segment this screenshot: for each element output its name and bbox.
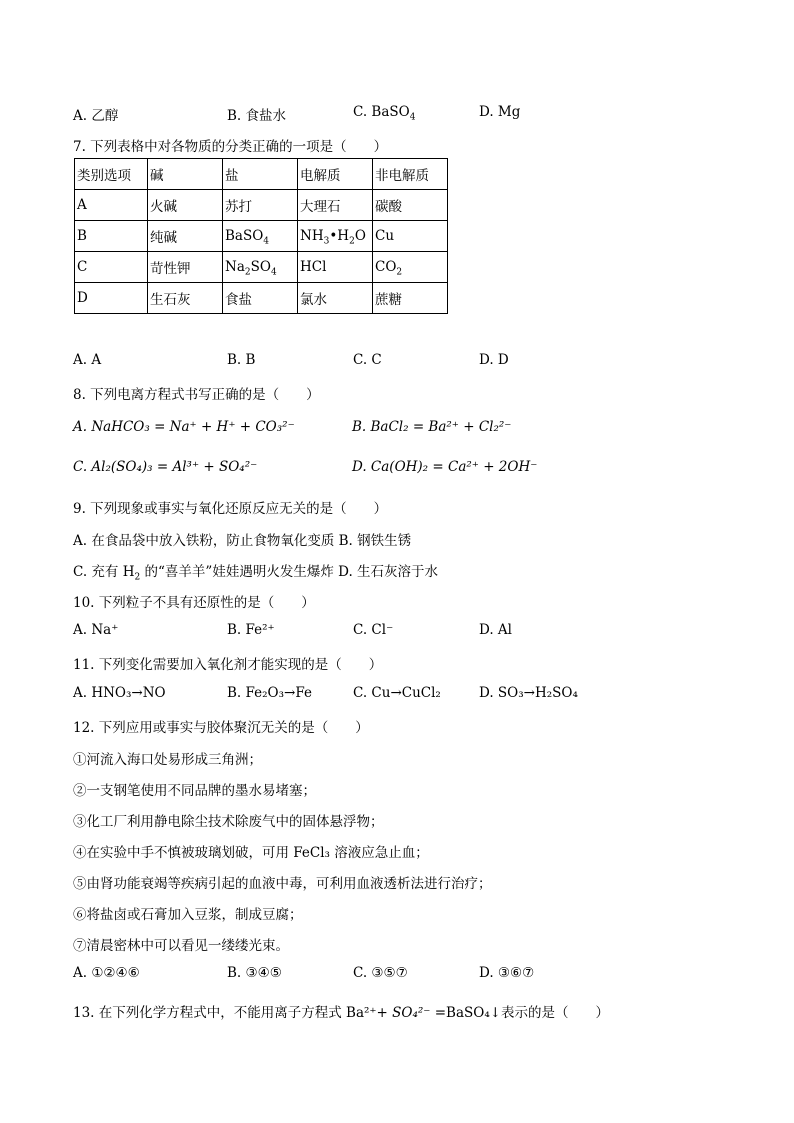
q9-options-line-1: A. 在食品袋中放入铁粉，防止食物氧化变质 B. 钢铁生锈 <box>73 533 412 549</box>
table-cell: A <box>75 190 148 221</box>
q12-item-7: ⑦清晨密林中可以看见一缕缕光束。 <box>73 938 289 954</box>
q6-options <box>73 104 773 124</box>
q10-option-a: A. Na⁺ <box>73 622 119 638</box>
table-cell: 纯碱 <box>148 221 223 252</box>
q11-options <box>73 685 773 705</box>
table-cell: D <box>75 283 148 314</box>
q12-item-6: ⑥将盐卤或石膏加入豆浆，制成豆腐； <box>73 907 303 923</box>
table-cell: B <box>75 221 148 252</box>
q12-item-2: ②一支钢笔使用不同品牌的墨水易堵塞； <box>73 783 316 799</box>
table-cell: 大理石 <box>298 190 373 221</box>
q11-option-b: B. Fe₂O₃→Fe <box>227 685 312 701</box>
q8-option-c: C. Al₂(SO₄)₃ = Al³⁺ + SO₄²⁻ <box>73 459 258 475</box>
table-row <box>75 252 448 283</box>
table-cell: 蔗糖 <box>373 283 448 314</box>
table-cell: 食盐 <box>223 283 298 314</box>
table-cell: 类别选项 <box>75 159 148 190</box>
q10-option-c: C. Cl⁻ <box>353 622 394 638</box>
q11-option-d: D. SO₃→H₂SO₄ <box>479 685 578 701</box>
table-cell: $CO_2$ <box>373 252 448 283</box>
q12-option-c: C. ③⑤⑦ <box>353 965 408 981</box>
q8-option-d: D. Ca(OH)₂ = Ca²⁺ + 2OH⁻ <box>352 459 538 475</box>
table-cell: 火碱 <box>148 190 223 221</box>
q6-option-a: A. 乙醇 <box>73 108 119 124</box>
table-cell: 苏打 <box>223 190 298 221</box>
q6-option-c: C. BaSO$_4$ <box>353 104 416 123</box>
q7-option-d: D. D <box>479 352 509 368</box>
q12-item-5: ⑤由肾功能衰竭等疾病引起的血液中毒，可利用血液透析法进行治疗； <box>73 876 492 892</box>
table-row <box>75 283 448 314</box>
table-cell: Cu <box>373 221 448 252</box>
q10-option-b: B. Fe²⁺ <box>227 622 275 638</box>
q12-stem: 12. 下列应用或事实与胶体聚沉无关的是（ ） <box>73 720 369 736</box>
q12-item-4: ④在实验中手不慎被玻璃划破，可用 FeCl₃ 溶液应急止血； <box>73 845 429 861</box>
classification-table <box>74 158 448 314</box>
q11-stem: 11. 下列变化需要加入氧化剂才能实现的是（ ） <box>73 657 383 673</box>
q9-stem: 9. 下列现象或事实与氧化还原反应无关的是（ ） <box>73 501 388 517</box>
table-cell: 盐 <box>223 159 298 190</box>
table-cell: BaSO$_4$ <box>223 221 298 252</box>
q10-stem: 10. 下列粒子不具有还原性的是（ ） <box>73 595 315 611</box>
q7-option-a: A. A <box>73 352 102 368</box>
q11-option-c: C. Cu→CuCl₂ <box>353 685 441 701</box>
q10-option-d: D. Al <box>479 622 512 638</box>
table-row <box>75 190 448 221</box>
q7-option-b: B. B <box>227 352 256 368</box>
q12-option-a: A. ①②④⑥ <box>73 965 140 981</box>
table-cell: $Na_2SO_4$ <box>223 252 298 283</box>
q6-option-b: B. 食盐水 <box>227 108 287 124</box>
q8-option-b: B. BaCl₂ = Ba²⁺ + Cl₂²⁻ <box>352 419 512 435</box>
q12-option-b: B. ③④⑤ <box>227 965 282 981</box>
q7-options <box>73 352 773 372</box>
q12-option-d: D. ③⑥⑦ <box>479 965 535 981</box>
q8-stem: 8. 下列电离方程式书写正确的是（ ） <box>73 387 320 403</box>
table-cell: 苛性钾 <box>148 252 223 283</box>
table-header-row <box>75 159 448 190</box>
table-cell: $NH_3•H_2O$ <box>298 221 373 252</box>
sulfate-ion: SO₄²⁻ <box>392 1005 431 1021</box>
q7-option-c: C. C <box>353 352 382 368</box>
q10-options <box>73 622 773 642</box>
table-cell: 碳酸 <box>373 190 448 221</box>
table-cell: 电解质 <box>298 159 373 190</box>
q12-item-3: ③化工厂利用静电除尘技术除废气中的固体悬浮物； <box>73 814 384 830</box>
q6-option-d: D. Mg <box>479 104 521 120</box>
q8-option-a: A. NaHCO₃ = Na⁺ + H⁺ + CO₃²⁻ <box>73 419 295 435</box>
q12-options <box>73 965 773 985</box>
q12-item-1: ①河流入海口处易形成三角洲； <box>73 752 262 768</box>
table-cell: 非电解质 <box>373 159 448 190</box>
table-cell: 氯水 <box>298 283 373 314</box>
q9-options-line-2: C. 充有 $H_2$ 的“喜羊羊”娃娃遇明火发生爆炸 D. 生石灰溶于水 <box>73 564 439 583</box>
table-cell: 生石灰 <box>148 283 223 314</box>
table-row <box>75 221 448 252</box>
q7-stem: 7. 下列表格中对各物质的分类正确的一项是（ ） <box>73 139 388 155</box>
table-cell: 碱 <box>148 159 223 190</box>
q13-stem: 13. 在下列化学方程式中，不能用离子方程式 Ba²⁺+ SO₄²⁻ =BaSO₄↓表示的是（ ） <box>73 1005 610 1021</box>
q11-option-a: A. HNO₃→NO <box>73 685 166 701</box>
table-cell: HCl <box>298 252 373 283</box>
table-cell: C <box>75 252 148 283</box>
